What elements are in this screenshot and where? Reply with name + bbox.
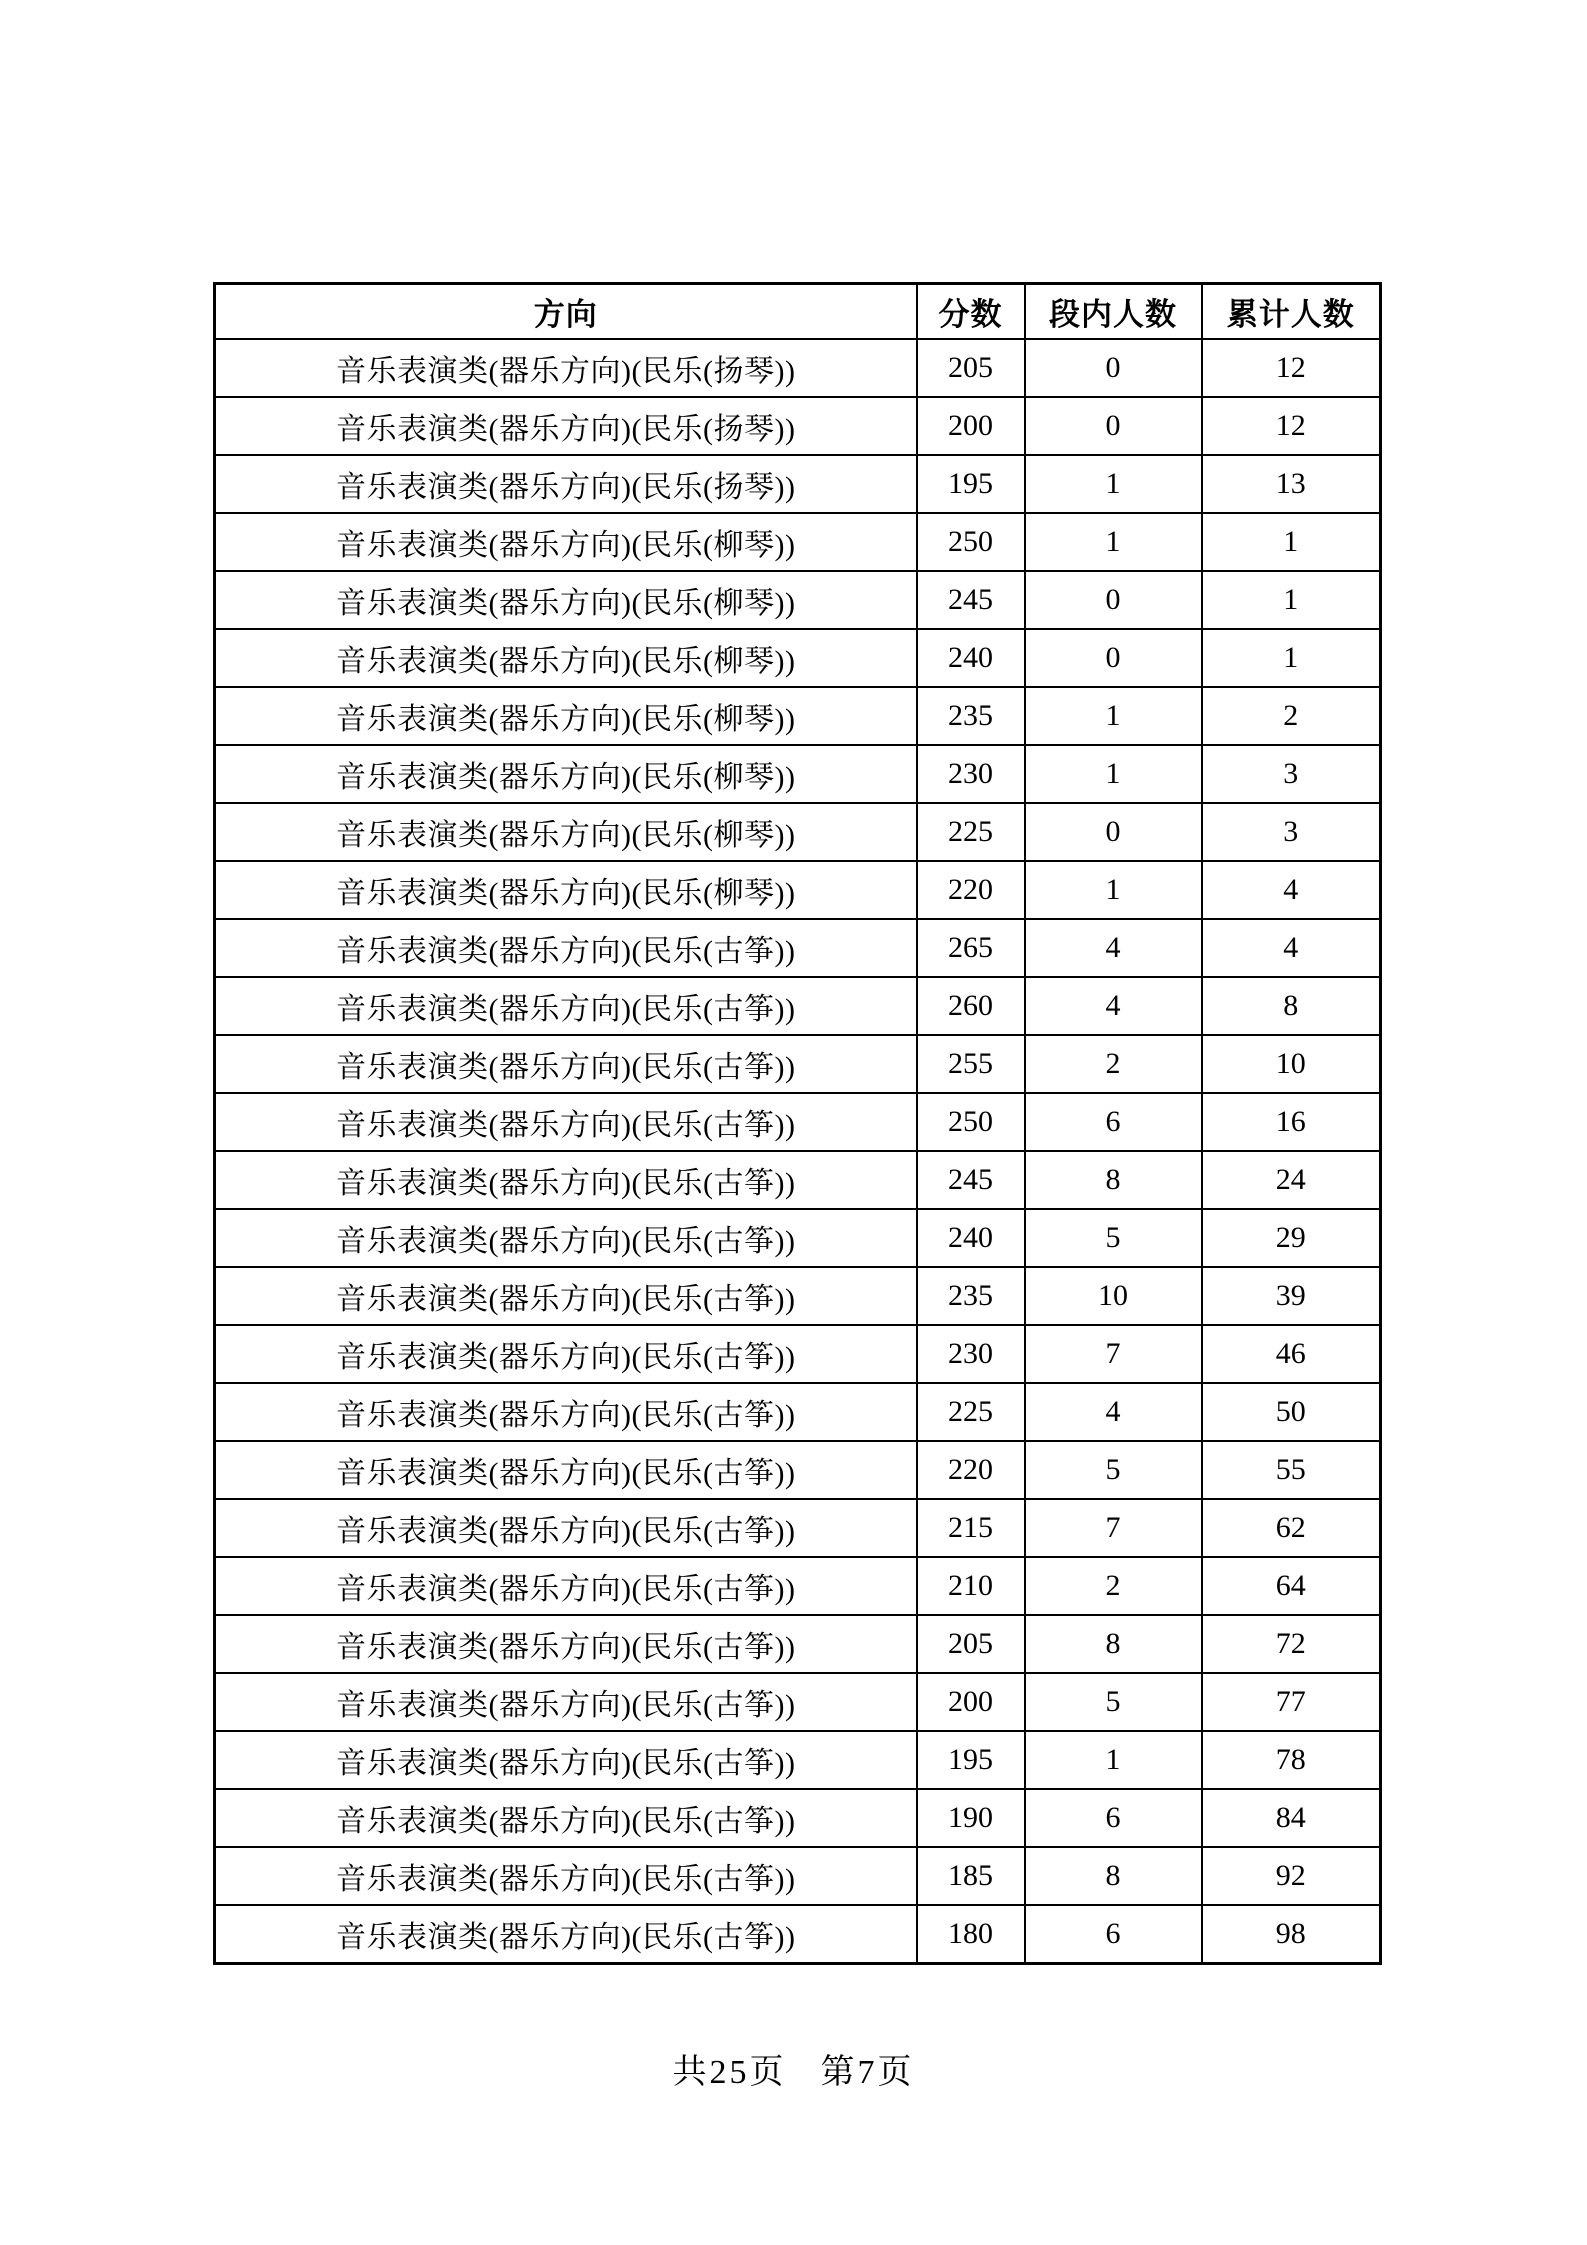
score-cell: 235 (917, 687, 1025, 745)
score-cell: 255 (917, 1035, 1025, 1093)
table-row (215, 803, 1381, 861)
segment-count-cell: 7 (1025, 1499, 1202, 1557)
segment-count-cell: 0 (1025, 803, 1202, 861)
column-header-direction: 方向 (215, 284, 917, 340)
score-cell: 220 (917, 861, 1025, 919)
direction-cell: 音乐表演类(器乐方向)(民乐(古筝)) (215, 1673, 917, 1731)
table-row (215, 1035, 1381, 1093)
table-row (215, 339, 1381, 397)
segment-count-cell: 6 (1025, 1093, 1202, 1151)
table-row (215, 1325, 1381, 1383)
direction-cell: 音乐表演类(器乐方向)(民乐(古筝)) (215, 1441, 917, 1499)
segment-count-cell: 6 (1025, 1905, 1202, 1964)
cumulative-count-cell: 1 (1202, 571, 1381, 629)
table-row (215, 1267, 1381, 1325)
cumulative-count-cell: 62 (1202, 1499, 1381, 1557)
cumulative-count-cell: 10 (1202, 1035, 1381, 1093)
direction-cell: 音乐表演类(器乐方向)(民乐(古筝)) (215, 1093, 917, 1151)
direction-cell: 音乐表演类(器乐方向)(民乐(古筝)) (215, 1383, 917, 1441)
score-cell: 205 (917, 339, 1025, 397)
segment-count-cell: 5 (1025, 1441, 1202, 1499)
direction-cell: 音乐表演类(器乐方向)(民乐(古筝)) (215, 1615, 917, 1673)
table-row (215, 1441, 1381, 1499)
header-row (215, 284, 1381, 340)
table-row (215, 687, 1381, 745)
score-cell: 215 (917, 1499, 1025, 1557)
segment-count-cell: 0 (1025, 571, 1202, 629)
score-cell: 225 (917, 803, 1025, 861)
segment-count-cell: 4 (1025, 977, 1202, 1035)
table-row (215, 977, 1381, 1035)
direction-cell: 音乐表演类(器乐方向)(民乐(柳琴)) (215, 861, 917, 919)
cumulative-count-cell: 72 (1202, 1615, 1381, 1673)
direction-cell: 音乐表演类(器乐方向)(民乐(柳琴)) (215, 745, 917, 803)
cumulative-count-cell: 1 (1202, 629, 1381, 687)
score-distribution-table (213, 282, 1382, 1965)
cumulative-count-cell: 92 (1202, 1847, 1381, 1905)
direction-cell: 音乐表演类(器乐方向)(民乐(扬琴)) (215, 397, 917, 455)
direction-cell: 音乐表演类(器乐方向)(民乐(古筝)) (215, 1035, 917, 1093)
segment-count-cell: 1 (1025, 513, 1202, 571)
cumulative-count-cell: 50 (1202, 1383, 1381, 1441)
direction-cell: 音乐表演类(器乐方向)(民乐(古筝)) (215, 1325, 917, 1383)
cumulative-count-cell: 64 (1202, 1557, 1381, 1615)
cumulative-count-cell: 24 (1202, 1151, 1381, 1209)
table-row (215, 919, 1381, 977)
segment-count-cell: 1 (1025, 861, 1202, 919)
segment-count-cell: 5 (1025, 1209, 1202, 1267)
score-cell: 245 (917, 1151, 1025, 1209)
score-cell: 240 (917, 629, 1025, 687)
segment-count-cell: 4 (1025, 1383, 1202, 1441)
table-row (215, 1847, 1381, 1905)
table-row (215, 1731, 1381, 1789)
direction-cell: 音乐表演类(器乐方向)(民乐(柳琴)) (215, 803, 917, 861)
direction-cell: 音乐表演类(器乐方向)(民乐(古筝)) (215, 1731, 917, 1789)
score-cell: 195 (917, 455, 1025, 513)
direction-cell: 音乐表演类(器乐方向)(民乐(古筝)) (215, 1151, 917, 1209)
segment-count-cell: 5 (1025, 1673, 1202, 1731)
table-row (215, 1557, 1381, 1615)
score-cell: 220 (917, 1441, 1025, 1499)
score-cell: 230 (917, 745, 1025, 803)
cumulative-count-cell: 77 (1202, 1673, 1381, 1731)
direction-cell: 音乐表演类(器乐方向)(民乐(古筝)) (215, 1557, 917, 1615)
score-cell: 200 (917, 1673, 1025, 1731)
cumulative-count-cell: 4 (1202, 919, 1381, 977)
table-row (215, 1151, 1381, 1209)
segment-count-cell: 8 (1025, 1615, 1202, 1673)
direction-cell: 音乐表演类(器乐方向)(民乐(柳琴)) (215, 629, 917, 687)
direction-cell: 音乐表演类(器乐方向)(民乐(古筝)) (215, 1905, 917, 1964)
direction-cell: 音乐表演类(器乐方向)(民乐(柳琴)) (215, 571, 917, 629)
segment-count-cell: 6 (1025, 1789, 1202, 1847)
cumulative-count-cell: 12 (1202, 339, 1381, 397)
cumulative-count-cell: 8 (1202, 977, 1381, 1035)
score-cell: 240 (917, 1209, 1025, 1267)
segment-count-cell: 1 (1025, 1731, 1202, 1789)
cumulative-count-cell: 98 (1202, 1905, 1381, 1964)
segment-count-cell: 1 (1025, 455, 1202, 513)
segment-count-cell: 0 (1025, 629, 1202, 687)
table-row (215, 1499, 1381, 1557)
score-cell: 195 (917, 1731, 1025, 1789)
direction-cell: 音乐表演类(器乐方向)(民乐(扬琴)) (215, 339, 917, 397)
cumulative-count-cell: 29 (1202, 1209, 1381, 1267)
table-row (215, 513, 1381, 571)
score-cell: 265 (917, 919, 1025, 977)
table-row (215, 745, 1381, 803)
cumulative-count-cell: 1 (1202, 513, 1381, 571)
table-header (215, 284, 1381, 340)
segment-count-cell: 1 (1025, 745, 1202, 803)
cumulative-count-cell: 4 (1202, 861, 1381, 919)
column-header-cumulative-count: 累计人数 (1202, 284, 1381, 340)
direction-cell: 音乐表演类(器乐方向)(民乐(柳琴)) (215, 687, 917, 745)
cumulative-count-cell: 2 (1202, 687, 1381, 745)
score-cell: 230 (917, 1325, 1025, 1383)
segment-count-cell: 4 (1025, 919, 1202, 977)
table-row (215, 1673, 1381, 1731)
cumulative-count-cell: 16 (1202, 1093, 1381, 1151)
table-row (215, 1093, 1381, 1151)
total-pages-label: 共25页 (672, 2054, 787, 2091)
cumulative-count-cell: 3 (1202, 803, 1381, 861)
segment-count-cell: 8 (1025, 1151, 1202, 1209)
cumulative-count-cell: 46 (1202, 1325, 1381, 1383)
table-row (215, 1615, 1381, 1673)
score-cell: 205 (917, 1615, 1025, 1673)
current-page-label: 第7页 (820, 2054, 915, 2091)
cumulative-count-cell: 55 (1202, 1441, 1381, 1499)
score-cell: 180 (917, 1905, 1025, 1964)
table-body (215, 339, 1381, 1964)
segment-count-cell: 0 (1025, 339, 1202, 397)
table-row (215, 1905, 1381, 1964)
table-row (215, 1789, 1381, 1847)
score-cell: 225 (917, 1383, 1025, 1441)
direction-cell: 音乐表演类(器乐方向)(民乐(扬琴)) (215, 455, 917, 513)
score-cell: 210 (917, 1557, 1025, 1615)
segment-count-cell: 0 (1025, 397, 1202, 455)
direction-cell: 音乐表演类(器乐方向)(民乐(柳琴)) (215, 513, 917, 571)
segment-count-cell: 2 (1025, 1557, 1202, 1615)
cumulative-count-cell: 3 (1202, 745, 1381, 803)
direction-cell: 音乐表演类(器乐方向)(民乐(古筝)) (215, 919, 917, 977)
page-footer (0, 2044, 1587, 2093)
score-cell: 245 (917, 571, 1025, 629)
table-row (215, 571, 1381, 629)
cumulative-count-cell: 12 (1202, 397, 1381, 455)
segment-count-cell: 7 (1025, 1325, 1202, 1383)
score-cell: 260 (917, 977, 1025, 1035)
cumulative-count-cell: 39 (1202, 1267, 1381, 1325)
cumulative-count-cell: 84 (1202, 1789, 1381, 1847)
score-cell: 190 (917, 1789, 1025, 1847)
score-cell: 250 (917, 513, 1025, 571)
segment-count-cell: 2 (1025, 1035, 1202, 1093)
column-header-score: 分数 (917, 284, 1025, 340)
cumulative-count-cell: 78 (1202, 1731, 1381, 1789)
direction-cell: 音乐表演类(器乐方向)(民乐(古筝)) (215, 1499, 917, 1557)
score-cell: 200 (917, 397, 1025, 455)
direction-cell: 音乐表演类(器乐方向)(民乐(古筝)) (215, 1789, 917, 1847)
column-header-segment-count: 段内人数 (1025, 284, 1202, 340)
score-cell: 235 (917, 1267, 1025, 1325)
segment-count-cell: 8 (1025, 1847, 1202, 1905)
table-row (215, 397, 1381, 455)
direction-cell: 音乐表演类(器乐方向)(民乐(古筝)) (215, 1847, 917, 1905)
table-row (215, 629, 1381, 687)
table-row (215, 1383, 1381, 1441)
segment-count-cell: 1 (1025, 687, 1202, 745)
table-row (215, 1209, 1381, 1267)
table-row (215, 455, 1381, 513)
direction-cell: 音乐表演类(器乐方向)(民乐(古筝)) (215, 977, 917, 1035)
direction-cell: 音乐表演类(器乐方向)(民乐(古筝)) (215, 1209, 917, 1267)
score-cell: 250 (917, 1093, 1025, 1151)
direction-cell: 音乐表演类(器乐方向)(民乐(古筝)) (215, 1267, 917, 1325)
score-cell: 185 (917, 1847, 1025, 1905)
cumulative-count-cell: 13 (1202, 455, 1381, 513)
table-row (215, 861, 1381, 919)
segment-count-cell: 10 (1025, 1267, 1202, 1325)
